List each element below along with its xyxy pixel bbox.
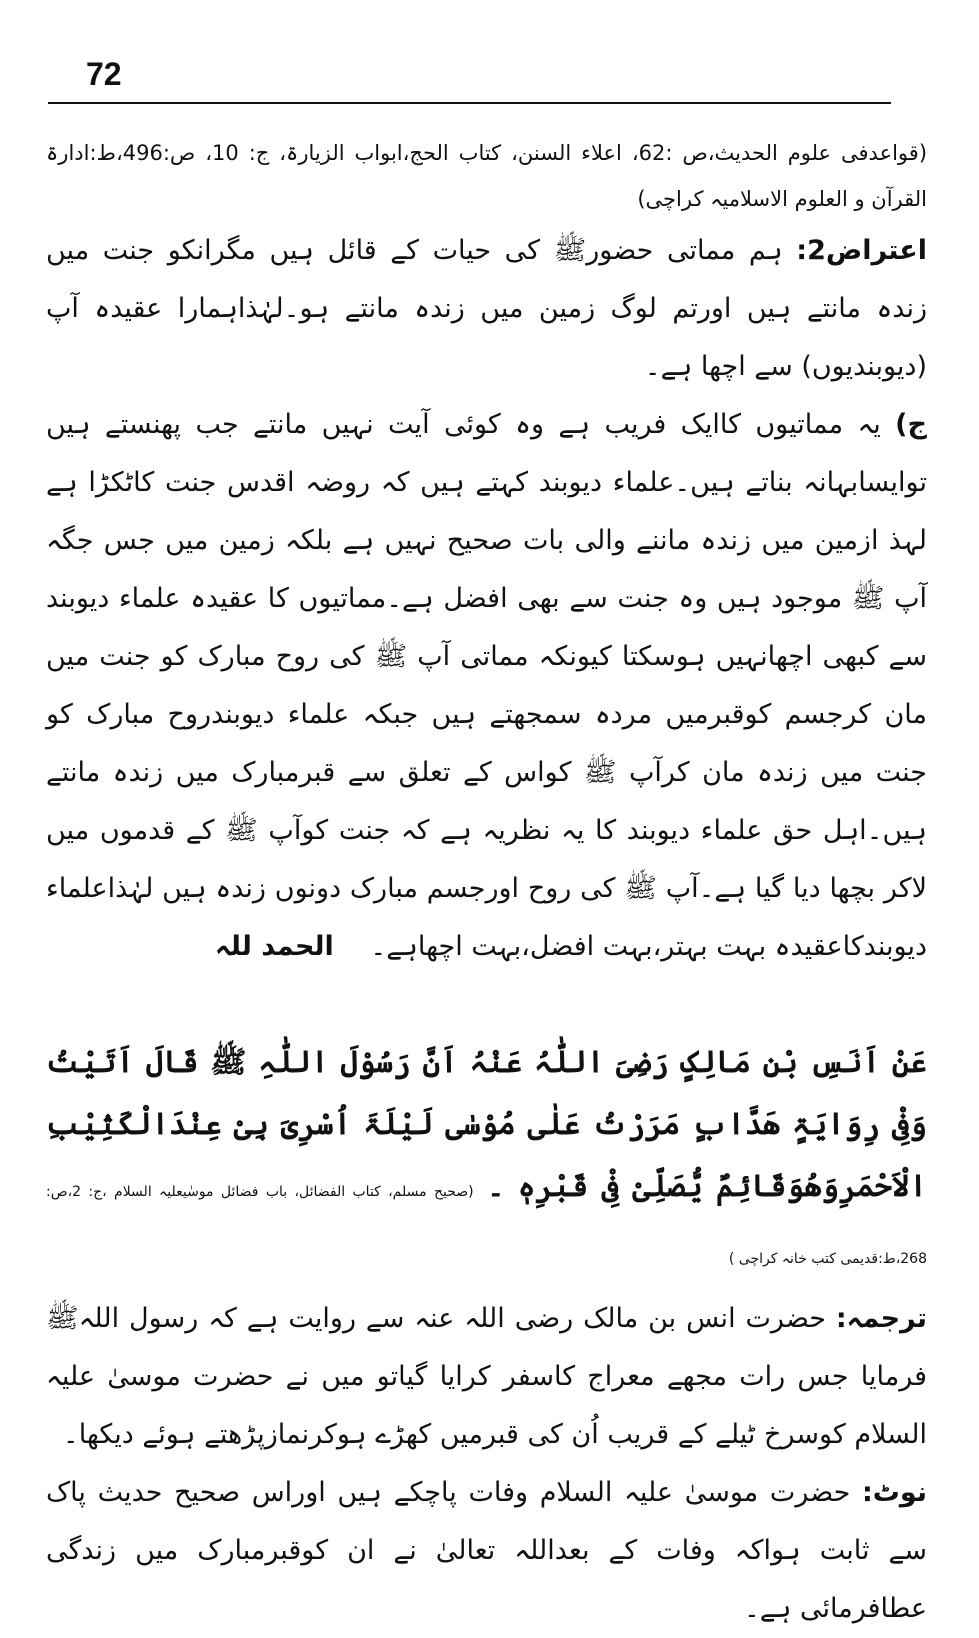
closing-phrase: الحمد للہ	[214, 931, 334, 962]
answer-paragraph	[46, 396, 927, 976]
hadith-reference: (صحیح مسلم، کتاب الفضائل، باب فضائل موسٰیعلیہ السلام ،ج: 2،ص: 268،ط:قدیمی کتب خانہ کراچی )	[46, 1184, 927, 1267]
objection-text: ہم مماتی حضورﷺ کی حیات کے قائل ہیں مگرانکو جنت میں زندہ مانتے ہیں اورتم لوگ زمین میں زندہ مانتے ہو۔لہٰذاہمارا عقیدہ آپ (دیوبندیوں) سے اچھا ہے۔	[46, 235, 927, 382]
answer-label: ج)	[895, 409, 927, 440]
note-label: نوٹ:	[862, 1477, 927, 1508]
section-gap	[46, 976, 927, 1032]
translation-paragraph	[46, 1290, 927, 1464]
note-text: حضرت موسیٰ علیہ السلام وفات پاچکے ہیں اوراس صحیح حدیث پاک سے ثابت ہواکہ وفات کے بعداللہ تعالیٰ نے ان کوقبرمبارک میں زندگی عطافرمائی ہے۔	[46, 1477, 927, 1624]
translation-label: ترجمہ:	[835, 1303, 927, 1334]
answer-text: یہ مماتیوں کاایک فریب ہے وہ کوئی آیت نہیں مانتے جب پھنستے ہیں توایسابہانہ بناتے ہیں۔علماء دیوبند کہتے ہیں کہ روضہ اقدس جنت کاٹکڑا ہے لہذ ازمین میں زندہ ماننے والی بات صحیح نہیں ہے بلکہ زمین میں جس جگہ آپ ﷺ موجود ہیں وہ جنت سے بھی افضل ہے۔مماتیوں کا عقیدہ علماء دیوبند سے کبھی اچھانہیں ہوسکتا کیونکہ مماتی آپ ﷺ کی روح مبارک کو جنت میں مان کرجسم کوقبرمیں مردہ سمجھتے ہیں جبکہ علماء دیوبندروح مبارک کو جنت میں زندہ مان کرآپ ﷺ کواس کے تعلق سے قبرمبارک میں زندہ مانتے ہیں۔اہل حق علماء دیوبند کا یہ نظریہ ہے کہ جنت کوآپ ﷺ کے قدموں میں لاکر بچھا دیا گیا ہے۔آپ ﷺ کی روح اورجسم مبارک دونوں زندہ ہیں لہٰذاعلماء دیوبندکاعقیدہ بہت بہتر،بہت افضل،بہت اچھاہے۔	[46, 409, 927, 962]
note-paragraph	[46, 1464, 927, 1638]
page-content	[46, 130, 927, 1638]
hadith-arabic-paragraph	[46, 1032, 927, 1290]
objection-label: اعتراض2:	[796, 235, 927, 266]
header-rule	[48, 102, 891, 104]
hadith-arabic-text: عَنْ اَنَسِ بْنِ مَالِکٍ رَضِیَ اللّٰہُ عَنْہُ اَنَّ رَسُوْلَ اللّٰہِ ﷺ قَالَ اَتَیْتُ وَفِیْ رِوَایَۃٍ ھَدَّابٍ مَرَرْتُ عَلٰی مُوْسٰی لَیْلَۃَ اُسْرِیَ بِیْ عِنْدَالْکَثِیْبِ الْاَحْمَرِوَھُوَقَائِمٌ یُّصَلِّیْ فِیْ قَبْرِہٖ ۔	[46, 1045, 927, 1204]
objection-paragraph	[46, 222, 927, 396]
page-number: 72	[86, 56, 122, 92]
reference-top: (قواعدفی علوم الحدیث،ص :62، اعلاء السنن، کتاب الحج،ابواب الزیارۃ، ج: 10، ص:496،ط:ادارۃ القرآن و العلوم الاسلامیہ کراچی)	[46, 141, 928, 211]
translation-text: حضرت انس بن مالک رضی اللہ عنہ سے روایت ہے کہ رسول اللہﷺ فرمایا جس رات مجھے معراج کاسفر کرایا گیاتو میں نے حضرت موسیٰ علیہ السلام کوسرخ ٹیلے کے قریب اُن کی قبرمیں کھڑے ہوکرنمازپڑھتے ہوئے دیکھا۔	[46, 1303, 927, 1450]
